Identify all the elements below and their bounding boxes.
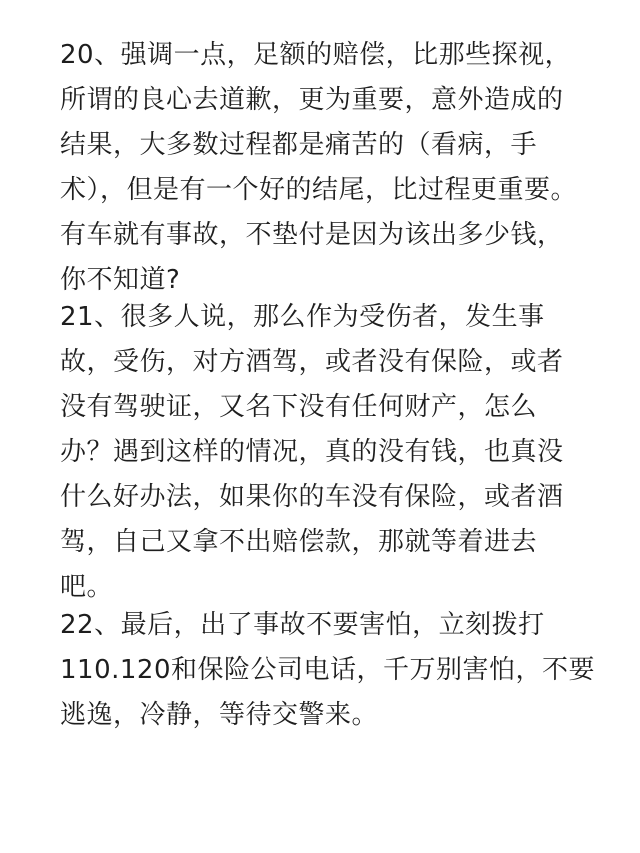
- paragraph-line: 21、很多人说，那么作为受伤者，发生事: [60, 302, 545, 332]
- paragraph-line: 吧。: [60, 572, 114, 602]
- paragraph-line: 没有驾驶证，又名下没有任何财产，怎么: [60, 392, 538, 422]
- paragraph-21: [60, 295, 620, 610]
- paragraph-line: 驾，自己又拿不出赔偿款，那就等着进去: [60, 527, 538, 557]
- paragraph-line: 你不知道?: [60, 265, 181, 295]
- paragraph-line: 办？遇到这样的情况，真的没有钱，也真没: [60, 437, 564, 467]
- paragraph-line: 22、最后，出了事故不要害怕，立刻拨打: [60, 610, 545, 640]
- paragraph-line: 有车就有事故，不垫付是因为该出多少钱，: [60, 220, 564, 250]
- paragraph-line: 什么好办法，如果你的车没有保险，或者酒: [60, 482, 564, 512]
- paragraph-line: 故，受伤，对方酒驾，或者没有保险，或者: [60, 347, 564, 377]
- paragraph-line: 所谓的良心去道歉，更为重要，意外造成的: [60, 85, 564, 115]
- paragraph-line: 110.120和保险公司电话，千万别害怕，不要: [60, 655, 596, 685]
- paragraph-line: 结果，大多数过程都是痛苦的（看病，手: [60, 130, 538, 160]
- paragraph-line: 20、强调一点，足额的赔偿，比那些探视，: [60, 40, 572, 70]
- paragraph-line: 逃逸，冷静，等待交警来。: [60, 700, 379, 730]
- paragraph-line: 术），但是有一个好的结尾，比过程更重要。: [60, 175, 578, 205]
- paragraph-22: [60, 603, 620, 738]
- paragraph-20: [60, 33, 620, 303]
